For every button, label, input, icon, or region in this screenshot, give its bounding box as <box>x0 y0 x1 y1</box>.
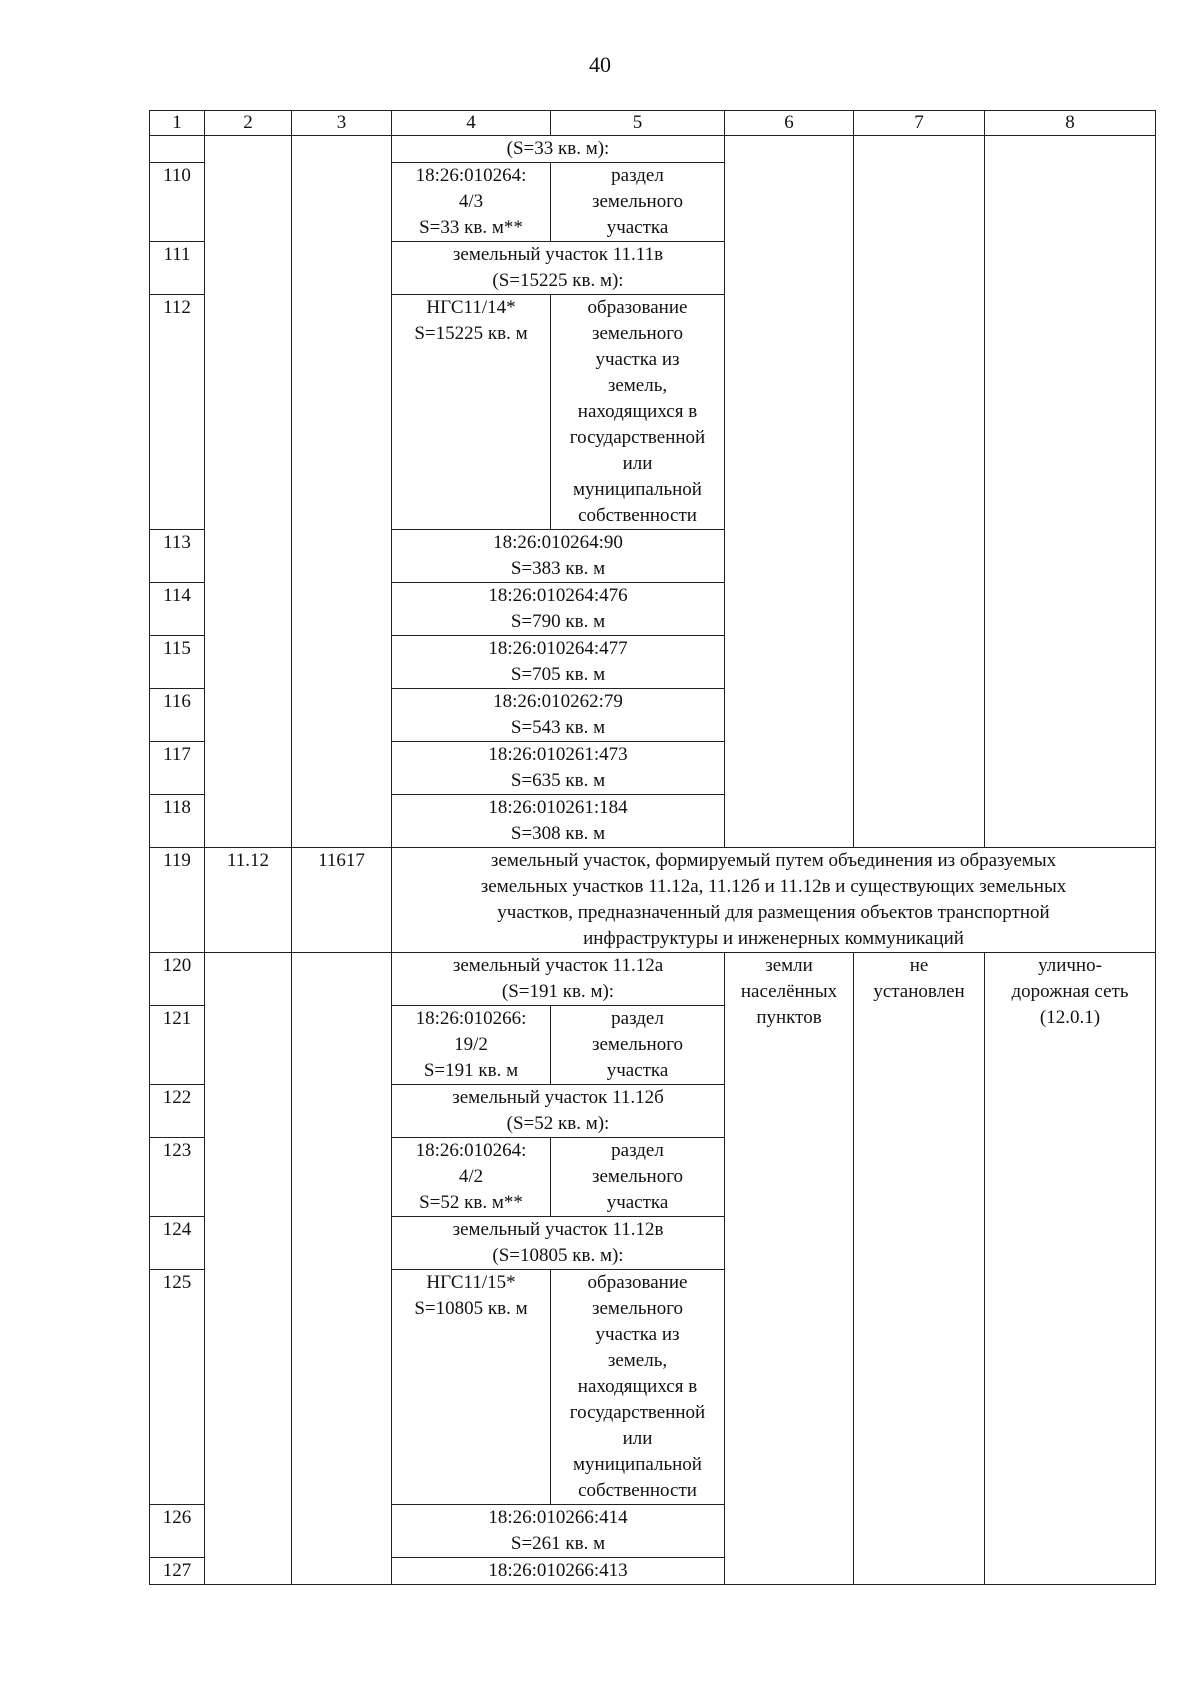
row-number: 121 <box>150 1006 205 1085</box>
cadastral-cell: 18:26:010262:79 S=543 кв. м <box>392 689 725 742</box>
row-number: 125 <box>150 1270 205 1505</box>
col-8-cell <box>985 136 1156 848</box>
cadastral-cell: НГС11/15* S=10805 кв. м <box>392 1270 551 1505</box>
col-3-cell <box>292 953 392 1585</box>
permitted-use-cell: улично- дорожная сеть (12.0.1) <box>985 953 1156 1585</box>
header-col-3: 3 <box>292 111 392 136</box>
status-cell: не установлен <box>854 953 985 1585</box>
zone-code-cell: 11617 <box>292 848 392 953</box>
row-number: 111 <box>150 242 205 295</box>
page-number: 40 <box>589 52 611 77</box>
plot-code-cell: 11.12 <box>205 848 292 953</box>
plot-description-cell: земельный участок, формируемый путем объединения из образуемых земельных участков 11.12а, 11.12б и 11.12в и существующих земельных участков, предназначенный для размещения объектов транспортной инфраструктуры и инженерных коммуникаций <box>392 848 1156 953</box>
cadastral-cell: 18:26:010264:476 S=790 кв. м <box>392 583 725 636</box>
col-7-cell <box>854 136 985 848</box>
col-2-cell <box>205 136 292 848</box>
row-number: 113 <box>150 530 205 583</box>
method-cell: образование земельного участка из земель, находящихся в государственной или муниципальной собственности <box>551 1270 725 1505</box>
cadastral-cell: 18:26:010264:90 S=383 кв. м <box>392 530 725 583</box>
plot-title-cell: земельный участок 11.12а (S=191 кв. м): <box>392 953 725 1006</box>
method-cell: образование земельного участка из земель, находящихся в государственной или муниципальной собственности <box>551 295 725 530</box>
method-cell: раздел земельного участка <box>551 1138 725 1217</box>
cadastral-cell: 18:26:010266:413 <box>392 1558 725 1585</box>
cadastral-cell: 18:26:010261:473 S=635 кв. м <box>392 742 725 795</box>
row-number: 118 <box>150 795 205 848</box>
header-col-1: 1 <box>150 111 205 136</box>
row-number: 124 <box>150 1217 205 1270</box>
header-col-4: 4 <box>392 111 551 136</box>
row-number: 115 <box>150 636 205 689</box>
row-number: 116 <box>150 689 205 742</box>
col-3-cell <box>292 136 392 848</box>
land-category-cell: земли населённых пунктов <box>725 953 854 1585</box>
method-cell: раздел земельного участка <box>551 163 725 242</box>
row-number: 126 <box>150 1505 205 1558</box>
table-row <box>150 848 1156 953</box>
cadastral-cell: 18:26:010266:414 S=261 кв. м <box>392 1505 725 1558</box>
cadastral-cell: 18:26:010261:184 S=308 кв. м <box>392 795 725 848</box>
row-number: 120 <box>150 953 205 1006</box>
cadastral-cell: НГС11/14* S=15225 кв. м <box>392 295 551 530</box>
col-6-cell <box>725 136 854 848</box>
cadastral-cell: 18:26:010264:477 S=705 кв. м <box>392 636 725 689</box>
row-number: 123 <box>150 1138 205 1217</box>
land-plots-table <box>149 110 1156 1585</box>
row-number: 127 <box>150 1558 205 1585</box>
area-cell: (S=33 кв. м): <box>392 136 725 163</box>
header-col-6: 6 <box>725 111 854 136</box>
table-row <box>150 136 1156 163</box>
row-number: 122 <box>150 1085 205 1138</box>
header-col-2: 2 <box>205 111 292 136</box>
table-header-row <box>150 111 1156 136</box>
row-number: 117 <box>150 742 205 795</box>
header-col-8: 8 <box>985 111 1156 136</box>
row-number: 114 <box>150 583 205 636</box>
plot-title-cell: земельный участок 11.12в (S=10805 кв. м): <box>392 1217 725 1270</box>
cadastral-cell: 18:26:010266: 19/2 S=191 кв. м <box>392 1006 551 1085</box>
method-cell: раздел земельного участка <box>551 1006 725 1085</box>
row-number: 119 <box>150 848 205 953</box>
header-col-5: 5 <box>551 111 725 136</box>
cadastral-cell: 18:26:010264: 4/3 S=33 кв. м** <box>392 163 551 242</box>
plot-title-cell: земельный участок 11.12б (S=52 кв. м): <box>392 1085 725 1138</box>
plot-title-cell: земельный участок 11.11в (S=15225 кв. м): <box>392 242 725 295</box>
table-row <box>150 953 1156 1006</box>
header-col-7: 7 <box>854 111 985 136</box>
col-2-cell <box>205 953 292 1585</box>
row-number: 112 <box>150 295 205 530</box>
row-number: 110 <box>150 163 205 242</box>
cadastral-cell: 18:26:010264: 4/2 S=52 кв. м** <box>392 1138 551 1217</box>
